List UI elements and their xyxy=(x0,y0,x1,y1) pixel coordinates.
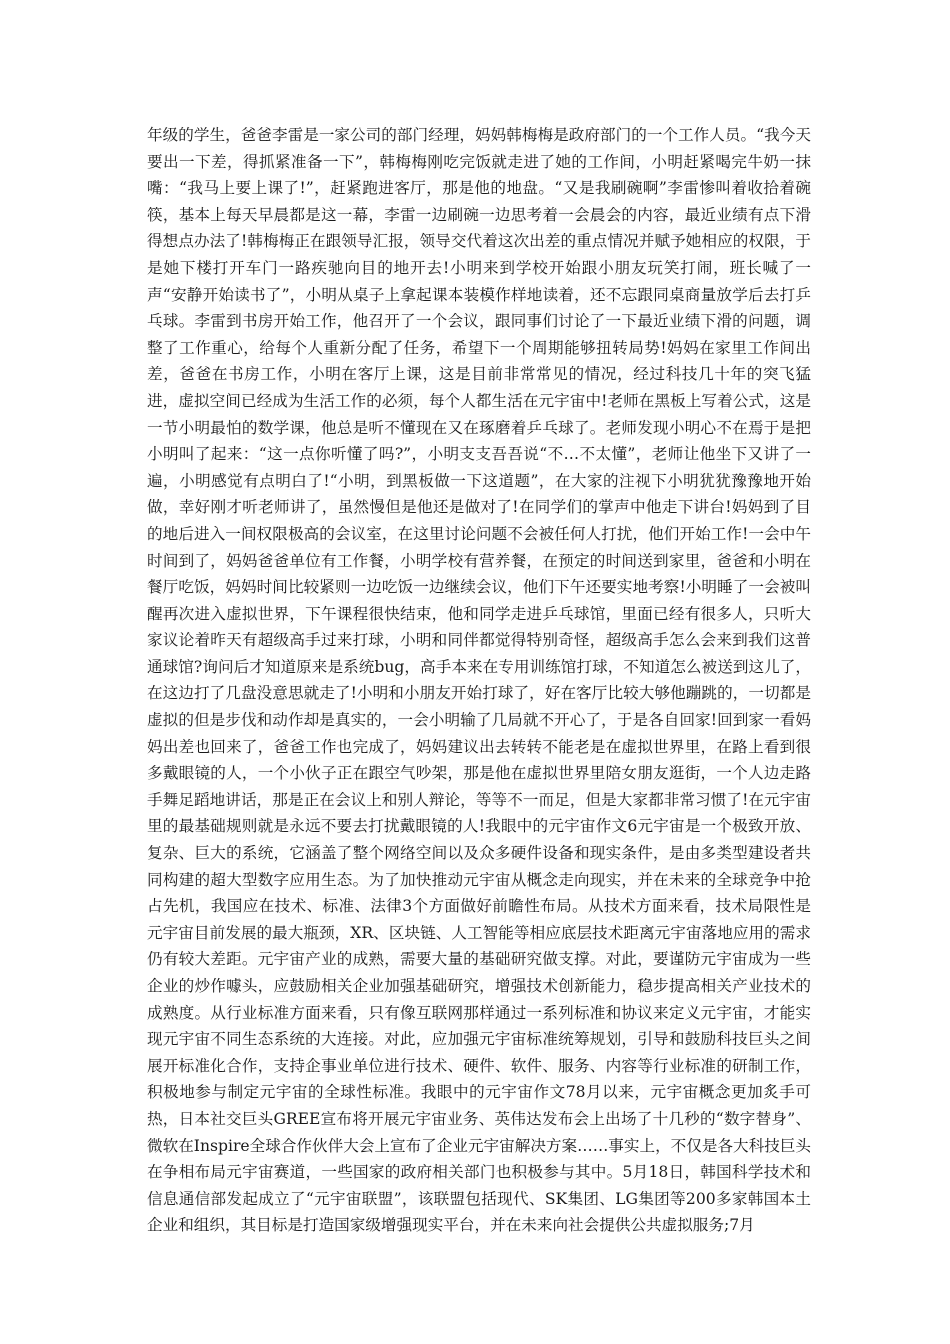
body-text: 年级的学生，爸爸李雷是一家公司的部门经理，妈妈韩梅梅是政府部门的一个工作人员。“我今天要出一下差，得抓紧准备一下”，韩梅梅刚吃完饭就走进了她的工作间，小明赶紧喝完牛奶一抹嘴：“我马上要上课了!”，赶紧跑进客厅，那是他的地盘。“又是我刷碗啊”李雷惨叫着收拾着碗筷，基本上每天早晨都是这一幕，李雷一边刷碗一边思考着一会晨会的内容，最近业绩有点下滑得想点办法了!韩梅梅正在跟领导汇报，领导交代着这次出差的重点情况并赋予她相应的权限，于是她下楼打开车门一路疾驰向目的地开去!小明来到学校开始跟小朋友玩笑打闹，班长喊了一声“安静开始读书了”，小明从桌子上拿起课本装模作样地读着，还不忘跟同桌商量放学后去打乒乓球。李雷到书房开始工作，他召开了一个会议，跟同事们讨论了一下最近业绩下滑的问题，调整了工作重心，给每个人重新分配了任务，希望下一个周期能够扭转局势!妈妈在家里工作间出差，爸爸在书房工作，小明在客厅上课，这是目前非常常见的情况，经过科技几十年的突飞猛进，虚拟空间已经成为生活工作的必须，每个人都生活在元宇宙中!老师在黑板上写着公式，这是一节小明最怕的数学课，他总是听不懂现在又在琢磨着乒乓球了。老师发现小明心不在焉于是把小明叫了起来：“这一点你听懂了吗?”，小明支支吾吾说“不…不太懂”，老师让他坐下又讲了一遍，小明感觉有点明白了!“小明，到黑板做一下这道题”，在大家的注视下小明犹犹豫豫地开始做，幸好刚才听老师讲了，虽然慢但是他还是做对了!在同学们的掌声中他走下讲台!妈妈到了目的地后进入一间权限极高的会议室，在这里讨论问题不会被任何人打扰，他们开始工作!一会中午时间到了，妈妈爸爸单位有工作餐，小明学校有营养餐，在预定的时间送到家里，爸爸和小明在餐厅吃饭，妈妈时间比较紧则一边吃饭一边继续会议，他们下午还要实地考察!小明睡了一会被叫醒再次进入虚拟世界，下午课程很快结束，他和同学走进乒乓球馆，里面已经有很多人，只听大家议论着昨天有超级高手过来打球，小明和同伴都觉得特别奇怪，超级高手怎么会来到我们这普通球馆?询问后才知道原来是系统bug，高手本来在专用训练馆打球，不知道怎么被送到这儿了，在这边打了几盘没意思就走了!小明和小朋友开始打球了，好在客厅比较大够他蹦跳的，一切都是虚拟的但是步伐和动作却是真实的，一会小明输了几局就不开心了，于是各自回家!回到家一看妈妈出差也回来了，爸爸工作也完成了，妈妈建议出去转转不能老是在虚拟世界里，在路上看到很多戴眼镜的人，一个小伙子正在跟空气吵架，那是他在虚拟世界里陪女朋友逛街，一个人边走路手舞足蹈地讲话，那是正在会议上和别人辩论，等等不一而足，但是大家都非常习惯了!在元宇宙里的最基础规则就是永远不要去打扰戴眼镜的人!我眼中的元宇宙作文6元宇宙是一个极致开放、复杂、巨大的系统，它涵盖了整个网络空间以及众多硬件设备和现实条件，是由多类型建设者共同构建的超大型数字应用生态。为了加快推动元宇宙从概念走向现实，并在未来的全球竞争中抢占先机，我国应在技术、标准、法律3个方面做好前瞻性布局。从技术方面来看，技术局限性是元宇宙目前发展的最大瓶颈，XR、区块链、人工智能等相应底层技术距离元宇宙落地应用的需求仍有较大差距。元宇宙产业的成熟，需要大量的基础研究做支撑。对此，要谨防元宇宙成为一些企业的炒作噱头，应鼓励相关企业加强基础研究，增强技术创新能力，稳步提高相关产业技术的成熟度。从行业标准方面来看，只有像互联网那样通过一系列标准和协议来定义元宇宙，才能实现元宇宙不同生态系统的大连接。对此，应加强元宇宙标准统筹规划，引导和鼓励科技巨头之间展开标准化合作，支持企事业单位进行技术、硬件、软件、服务、内容等行业标准的研制工作，积极地参与制定元宇宙的全球性标准。我眼中的元宇宙作文78月以来，元宇宙概念更加炙手可热，日本社交巨头GREE宣布将开展元宇宙业务、英伟达发布会上出场了十几秒的“数字替身”、微软在Inspire全球合作伙伴大会上宣布了企业元宇宙解决方案……事实上，不仅是各大科技巨头在争相布局元宇宙赛道，一些国家的政府相关部门也积极参与其中。5月18日，韩国科学技术和信息通信部发起成立了“元宇宙联盟”，该联盟包括现代、SK集团、LG集团等200多家韩国本土企业和组织，其目标是打造国家级增强现实平台，并在未来向社会提供公共虚拟服务;7月 xyxy=(147,126,812,1235)
